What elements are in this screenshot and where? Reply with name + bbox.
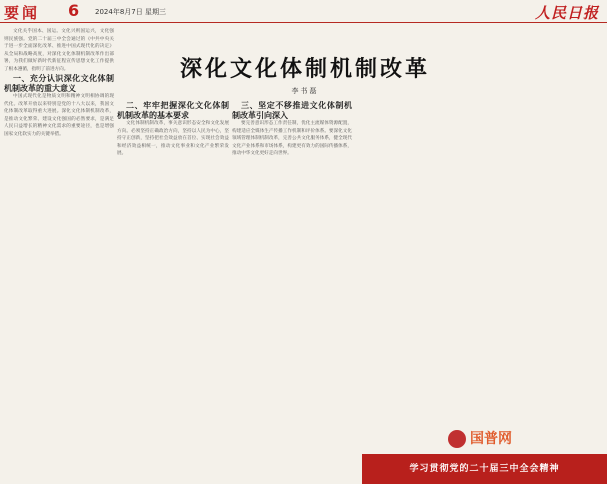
article-title: 深化文化体制机制改革 [179,56,430,82]
section-1-heading: 一、充分认识深化文化体制机制改革的重大意义 [4,73,114,93]
section-2-body: 文化体制机制改革，事关意识形态安全和文化发展方向。必须坚持正确政治方向，坚持以人民为中心，坚持守正创新，坚持把社会效益放在首位、实现社会效益和经济效益相统一，推动文化事业和文化产业繁荣发展。 [117,121,229,156]
section-3-body: 要完善意识形态工作责任制，优化主流媒体资源配置，构建适应全媒体生产传播工作机制和评价体系。要深化文化领域管理体制机制改革，完善公共文化服务体系，健全现代文化产业体系和市场体系，构建更有效力的国际传播体系，推动中华文化更好走向世界。 [232,121,352,156]
column-3 [232,100,352,473]
newspaper-logo: 人民日报 [534,4,599,22]
section-1-body: 中国式现代化是物质文明和精神文明相协调的现代化。改革开放以来特别是党的十八大以来，我国文化体制改革取得重大进展。深化文化体制机制改革，是推动文化繁荣、建设文化强国的必然要求，是满足人民日益增长的精神文化需求的重要途径，也是增强国家文化软实力的关键举措。 [4,94,114,137]
column-1 [4,28,114,473]
page-number: 6 [68,1,80,20]
column-2 [117,100,229,473]
masthead [0,0,607,23]
section-label: 要闻 [4,4,41,22]
issue-date: 2024年8月7日 星期三 [95,8,166,16]
section-3-heading: 三、坚定不移推进文化体制机制改革引向深入 [232,100,352,120]
section-2-heading: 二、牢牢把握深化文化体制机制改革的基本要求 [117,100,229,120]
column-banner: 学习贯彻党的二十届三中全会精神 [362,454,607,484]
site-watermark: 国普网 [470,431,512,447]
intro-paragraph: 文化关乎国本、国运。文化兴则国运兴，文化强则民族强。党的二十届三中全会通过的《中共中央关于进一步全面深化改革、推进中国式现代化的决定》从全局和战略高度，对深化文化体制机制改革作出部署，为我们做好新时代新征程宣传思想文化工作提供了根本遵循，指明了前进方向。 [4,29,114,72]
seal-logo [448,430,466,448]
article-author: 李书磊 [291,87,319,95]
